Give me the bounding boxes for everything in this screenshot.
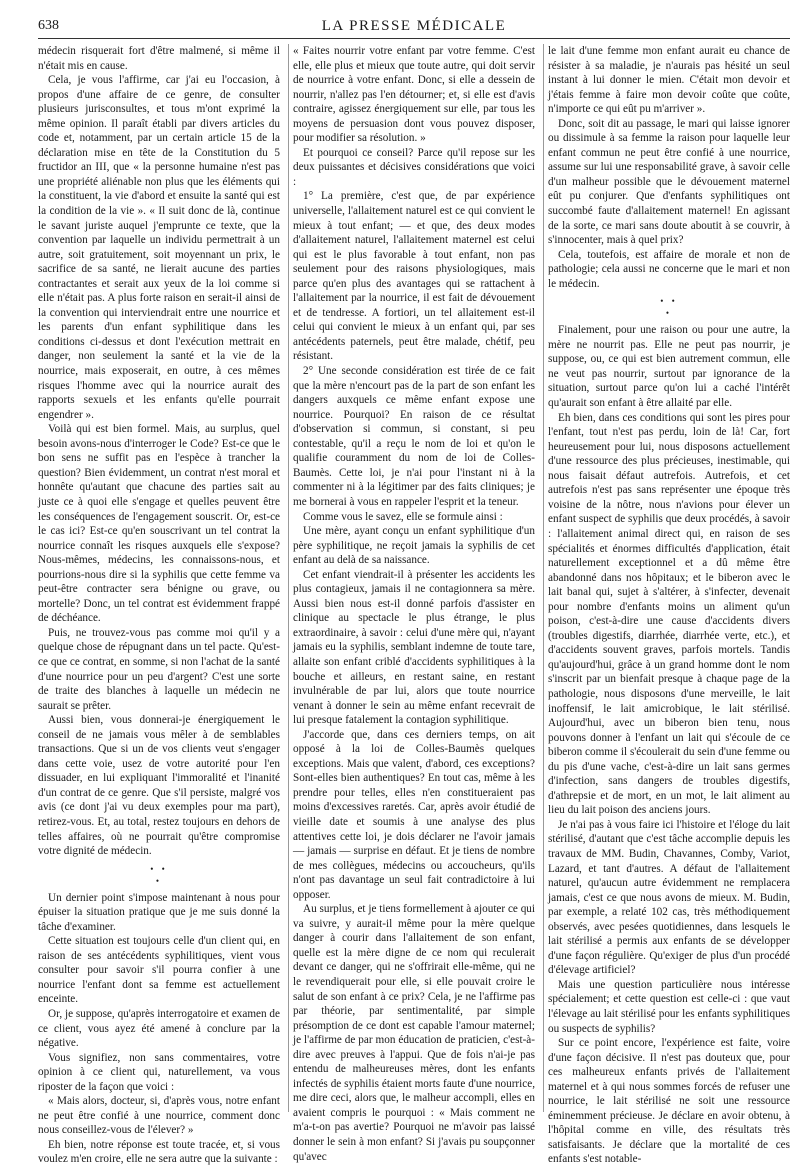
section-separator: • • • bbox=[150, 863, 168, 886]
paragraph: Sur ce point encore, l'expérience est faite, voire d'une façon décisive. Il n'est pas douteux que, pour ces malheureux enfants privés de l'allaitement maternel et à qui nous sommes forcés de refuser une nourrice, le lait stérilisé ne soit une ressource éminemment précieuse. Je déclare en avoir obtenu, à l'hôpital comme en ville, des résultats très satisfaisants. Je déclare que la mortalité de ces enfants s'est notable- bbox=[548, 1037, 790, 1166]
paragraph: Aussi bien, vous donnerai-je énergiquement le conseil de ne jamais vous mêler à de semblables transactions. Que si un de vos clients veut s'engager dans cette voie, usez de votre autorité pour l'en dissuader, en lui expliquant l'immoralité et l'inanité d'un contrat de ce genre. Que s'il persiste, malgré vos avis (ce dont j'ai vu deux exemples pour ma part), retirez-vous. Et, au total, restez toujours en dehors de telles affaires, où ne pourrait qu'être compromise votre dignité de médecin. bbox=[38, 714, 280, 858]
paragraph: Cela, je vous l'affirme, car j'ai eu l'occasion, à propos d'une affaire de ce genre, de consulter plusieurs jurisconsultes, et tous m'ont exprimé la même opinion. Il paraît établi par divers articles du code et, notamment, par un certain article 15 de la déclaration mise en tête de la Constitution du 5 fructidor an III, que « la personne humaine n'est pas une propriété aliénable non plus que les éléments qui la constituent, la vie d'abord et ensuite la santé qui est la condition de la vie ». « Il suit donc de là, continue le savant juriste auquel j'emprunte ce texte, que la convention par laquelle un individu permettrait à un autre, soit gratuitement, soit moyennant un prix, le sacrifice de sa santé, ne lierait aucune des parties contractantes et serait aux yeux de la loi comme si elle n'était pas. A plus forte raison en serait-il ainsi de la convention qui interviendrait entre une nourrice et les parents d'un enfant syphilitique dans les conditions ci-dessus et dont l'exécution mettrait en danger, non seulement la santé et la vie de la nourrice, mais exposerait, en outre, à ces mêmes risques l'homme avec qui la nourrice aurait des rapports sexuels et les enfants qu'elle pourrait engendrer ». bbox=[38, 74, 280, 421]
paragraph: Un dernier point s'impose maintenant à nous pour épuiser la situation pratique que je me suis donné la tâche d'examiner. bbox=[38, 891, 280, 933]
section-separator: • • • bbox=[660, 296, 678, 319]
paragraph: Je n'ai pas à vous faire ici l'histoire et l'éloge du lait stérilisé, d'autant que c'est tâche accomplie depuis les travaux de MM. Budin, Chavannes, Comby, Variot, Lazard, et tant d'autres. A défaut de l'allaitement naturel, qu'aucun autre évidemment ne remplacera jamais, c'est ce que nous avons de mieux. M. Budin, par exemple, a relaté 102 cas, très méthodiquement observés, avec pesées quotidiennes, dans lesquels le lait stérilisé a permis aux enfants de se développer d'une façon régulière. Qu'exiger de plus d'un procédé d'élevage artificiel? bbox=[548, 818, 790, 977]
paragraph: Comme vous le savez, elle se formule ainsi : bbox=[303, 510, 503, 523]
paragraph: médecin risquerait fort d'être malmené, si même il n'était mis en cause. bbox=[38, 45, 280, 72]
paragraph: Puis, ne trouvez-vous pas comme moi qu'il y a quelque chose de répugnant dans un tel pacte. Qu'est-ce que ce contrat, en somme, si non l'achat de la santé d'une nourrice pour un peu d'argent? C'est une sorte de traite des blanches à laquelle un médecin ne saurait se prêter. bbox=[38, 626, 280, 712]
column-3 bbox=[543, 44, 790, 1166]
paragraph: Une mère, ayant conçu un enfant syphilitique d'un père syphilitique, ne reçoit jamais la syphilis de cet enfant au delà de sa naissance. bbox=[293, 525, 535, 567]
paragraph: Voilà qui est bien formel. Mais, au surplus, quel besoin avons-nous d'interroger le Code? Est-ce que le bon sens ne suffit pas en l'espèce à trancher la question? Bien évidemment, un contrat n'est moral et honnête qu'autant que chacune des parties sait au juste ce à quoi elle s'engage et quelles peuvent être les conséquences de l'engagement souscrit. Or, est-ce le cas ici? Est-ce qu'en souscrivant un tel contrat la nourrice connaît les risques auxquels elle s'expose? Nous-mêmes, médecins, les connaissons-nous, et pourrions-nous dire si la syphilis que cette femme va peut-être contracter sera bénigne ou grave, ou mortelle? Donc, un tel contrat est évidemment frappé de déchéance. bbox=[38, 423, 280, 625]
column-1 bbox=[38, 44, 280, 1166]
paragraph: Et pourquoi ce conseil? Parce qu'il repose sur les deux puissantes et décisives considérations que voici : bbox=[293, 146, 535, 188]
paragraph: 1° La première, c'est que, de par expérience universelle, l'allaitement naturel est ce qui convient le mieux à tout enfant; — et que, des deux modes d'allaitement naturel, l'allaitement maternel est celui qui est le plus favorable à tout enfant, non pas seulement pour des raisons physiologiques, mais parce qu'en plus des avantages qui se rattachent à l'allaitement par la nourrice, il est fait de dévouement et de tendresse. A fortiori, un tel allaitement est-il celui qui convient le mieux à un enfant qui, par ses antécédents paternels, peut être malade, chétif, peu résistant. bbox=[293, 190, 535, 363]
paragraph: Mais une question particulière nous intéresse spécialement; et cette question est celle-ci : que vaut l'élevage au lait stérilisé pour les enfants syphilitiques ou suspects de syphilis? bbox=[548, 978, 790, 1035]
page-header bbox=[38, 14, 790, 39]
paragraph: « Faites nourrir votre enfant par votre femme. C'est elle, elle plus et mieux que toute autre, qui doit servir de nourrice à votre enfant. Donc, si elle a dessein de nourrir, n'allez pas l'en détourner; et, si elle est d'avis contraire, agissez énergiquement sur elle, par tous les moyens de persuasion dont vous pouvez disposer, pour modifier sa résolution. » bbox=[293, 45, 535, 145]
paragraph: Cela, toutefois, est affaire de morale et non de pathologie; cela aussi ne concerne que le mari et non le médecin. bbox=[548, 248, 790, 290]
paragraph: Finalement, pour une raison ou pour une autre, la mère ne nourrit pas. Elle ne peut pas nourrir, je suppose, ou, ce qui est bien autrement commun, elle ne veut pas nourrir, surtout par ignorance de la situation, surtout parce qu'on lui a caché l'intérêt qu'aurait son enfant à être allaité par elle. bbox=[548, 324, 790, 410]
paragraph: 2° Une seconde considération est tirée de ce fait que la mère n'encourt pas de la part de son enfant les dangers auxquels ce même enfant expose une nourrice. Pourquoi? En raison de ce résultat d'observation si commun, si constant, si peu contestable, qu'il a reçu le nom de loi et qu'on le qualifie couramment du nom de loi de Colles-Baumès. Cette loi, je n'ai pour l'instant ni à la commenter ni à la légitimer par des faits cliniques; je me bornerai à vous en rappeler l'esprit et la teneur. bbox=[293, 365, 535, 508]
paragraph: « Mais alors, docteur, si, d'après vous, notre enfant ne peut être confié à une nourrice, comment donc nous conseillez-vous de l'élever? » bbox=[38, 1095, 280, 1137]
paragraph: Au surplus, et je tiens formellement à ajouter ce qui va suivre, y aurait-il même pour la mère quelque danger à courir dans l'allaitement de son enfant, quelle est la mère digne de ce nom qui reculerait devant ce danger, qui ne s'offrirait elle-même, qui ne le revendiquerait pour elle, si elle pouvait croire le salut de son enfant à ce prix? Cela, je ne l'affirme pas par théorie, par sentimentalité, par simple présomption de ce dont est capable l'amour maternel; je l'affirme de par mon éducation de praticien, c'est-à-dire avec preuves à l'appui. Que de fois n'ai-je pas entendu de malheureuses mères, dont les enfants infectés de syphilis étaient morts faute d'une nourrice, me dire ceci, alors que, le malheur accompli, elles en avaient compris le pourquoi : « Mais comment ne m'a-t-on pas avertie? Pourquoi ne m'avoir pas laissé donner le sein à mon enfant? Si j'avais pu soupçonner qu'avec bbox=[293, 903, 535, 1163]
text-columns bbox=[38, 44, 790, 1166]
journal-title: LA PRESSE MÉDICALE bbox=[321, 17, 507, 34]
column-2 bbox=[288, 44, 535, 1163]
paragraph: le lait d'une femme mon enfant aurait eu chance de résister à sa maladie, je n'aurais pas hésité un seul instant à lui donner le mien. C'était mon devoir et j'étais femme à faire mon devoir coûte que coûte, n'importe ce qui eût pu m'arriver ». bbox=[548, 45, 790, 116]
paragraph: Donc, soit dit au passage, le mari qui laisse ignorer ou dissimule à sa femme la raison pour laquelle leur enfant commun ne peut être confié à une nourrice, assume sur lui une responsabilité grave, à savoir celle d'un malheur possible que le dévouement maternel eût pu conjurer. Que d'enfants syphilitiques ont succombé faute d'allaitement maternel! En agissant de la sorte, ce mari sans doute aboutit à se couvrir, à s'innocenter, mais à quel prix? bbox=[548, 117, 790, 247]
paragraph: J'accorde que, dans ces derniers temps, on ait opposé à la loi de Colles-Baumès quelques exceptions. Mais que valent, d'abord, ces exceptions? Sont-elles bien authentiques? En tout cas, même à les prendre pour telles, elles n'en constitueraient pas moins d'excessives raretés. Car, après avoir étudié de vieille date et soumis à une analyse des plus attentives cette loi, je dois déclarer ne l'avoir jamais — jamais — surprise en défaut. Et je tiens de nombre de mes collègues, médecins ou accoucheurs, qu'ils n'ont pas davantage un seul fait contradictoire à lui opposer. bbox=[293, 728, 535, 901]
paragraph: Eh bien, notre réponse est toute tracée, et, si vous voulez m'en croire, elle ne sera autre que la suivante : bbox=[38, 1138, 280, 1166]
paragraph: Cet enfant viendrait-il à présenter les accidents les plus contagieux, jamais il ne contagionnera sa mère. Aussi bien nous est-il donné parfois d'assister en clinique au spectacle le plus étrange, le plus extraordinaire, à savoir : celui d'une mère qui, n'ayant jamais eu la syphilis, semblant indemne de toute tare, allaite son enfant criblé d'accidents syphilitiques à la bouche et ailleurs, en restant saine, en restant invulnérable de par lui, alors que toute nourrice venant à donner le sein au même enfant recevrait de lui presque fatalement la contagion syphilitique. bbox=[293, 568, 535, 727]
paragraph: Vous signifiez, non sans commentaires, votre opinion à ce client qui, naturellement, va vous riposter de la façon que voici : bbox=[38, 1051, 280, 1093]
paragraph: Eh bien, dans ces conditions qui sont les pires pour l'enfant, tout n'est pas perdu, loin de là! Car, fort heureusement pour lui, nous disposons actuellement d'une ressource des plus précieuses, inestimable, qui nous faisait défaut autrefois. Autrefois, et cet autrefois n'est pas sans représenter une époque très voisine de la nôtre, nous n'avions pour élever un enfant suspect de syphilis que deux procédés, à savoir : l'allaitement animal direct qui, en raison de ses spécialités et énormes difficultés d'application, était naturellement exceptionnel et a dû même être abandonné dans nos hôpitaux; et le biberon avec le lait banal qui, sujet à s'altérer, à s'infecter, devenait pour nombre d'enfants moins un aliment qu'un poison, c'est-à-dire une cause d'accidents divers (troubles digestifs, diarrhée, diarrhée verte, etc.), et d'accidents souvent graves, parfois mortels. Tandis qu'aujourd'hui, grâce à un grand homme dont le nom s'inscrit par un bienfait presque à chaque page de la pathologie, nous disposons d'une merveille, le lait inoffensif, le lait amicrobique, le lait stérilisé. Aujourd'hui, avec un biberon bien tenu, nous pouvons donner à l'enfant un lait qui s'écoule de ce biberon comme il s'écoulerait du sein d'une femme ou du pis d'une vache, c'est-à-dire un lait sans germes d'infection, sans dangers de troubles digestifs, d'athrepsie et de mort, en un mot, le lait aliment au lieu du lait poison des anciens jours. bbox=[548, 411, 790, 817]
paragraph: Cette situation est toujours celle d'un client qui, en raison de ses antécédents syphilitiques, vient vous consulter pour savoir s'il pourra confier à une nourrice l'enfant dont sa femme est actuellement enceinte. bbox=[38, 935, 280, 1006]
paragraph: Or, je suppose, qu'après interrogatoire et examen de ce client, vous ayez été amené à conclure par la négative. bbox=[38, 1008, 280, 1050]
page-number: 638 bbox=[38, 18, 59, 33]
